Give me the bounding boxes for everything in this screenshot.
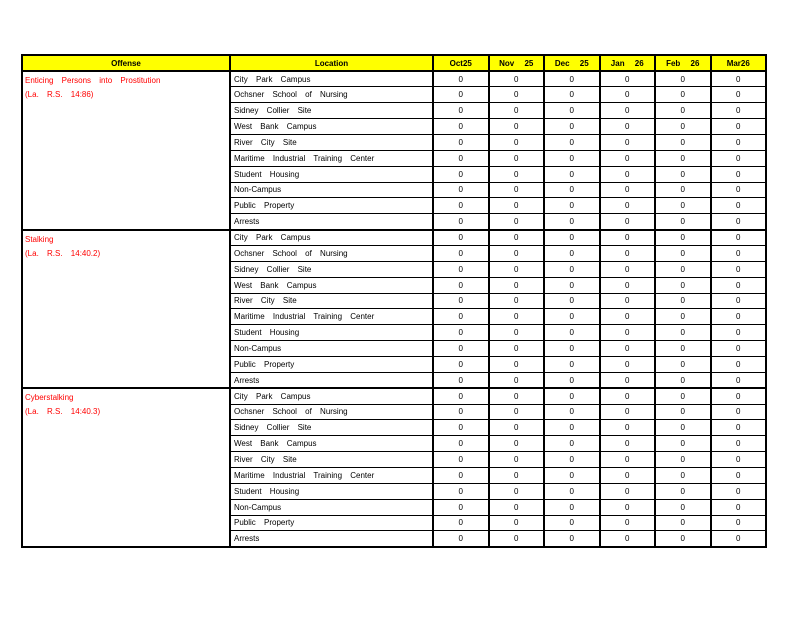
value-cell: 0	[711, 261, 767, 277]
value-cell: 0	[655, 134, 711, 150]
value-cell: 0	[711, 293, 767, 309]
value-cell: 0	[433, 119, 489, 135]
value-cell: 0	[655, 71, 711, 87]
value-cell: 0	[544, 166, 600, 182]
location-cell: Sidney Collier Site	[230, 261, 433, 277]
value-cell: 0	[711, 531, 767, 547]
value-cell: 0	[489, 531, 545, 547]
value-cell: 0	[433, 452, 489, 468]
value-cell: 0	[600, 531, 656, 547]
value-cell: 0	[600, 293, 656, 309]
value-cell: 0	[489, 261, 545, 277]
value-cell: 0	[711, 71, 767, 87]
value-cell: 0	[544, 325, 600, 341]
offense-name: Cyberstalking	[25, 393, 74, 403]
value-cell: 0	[433, 420, 489, 436]
offense-column-header: Offense	[22, 55, 230, 71]
value-cell: 0	[711, 166, 767, 182]
location-cell: Ochsner School of Nursing	[230, 404, 433, 420]
header-row	[22, 55, 766, 71]
value-cell: 0	[711, 103, 767, 119]
month-column-header-nov: Nov 25	[489, 55, 545, 71]
table-row	[22, 71, 766, 87]
location-cell: Student Housing	[230, 325, 433, 341]
value-cell: 0	[544, 182, 600, 198]
value-cell: 0	[600, 499, 656, 515]
value-cell: 0	[655, 467, 711, 483]
value-cell: 0	[655, 325, 711, 341]
value-cell: 0	[655, 198, 711, 214]
value-cell: 0	[433, 483, 489, 499]
value-cell: 0	[600, 404, 656, 420]
value-cell: 0	[711, 230, 767, 246]
value-cell: 0	[489, 245, 545, 261]
location-cell: Ochsner School of Nursing	[230, 245, 433, 261]
value-cell: 0	[433, 372, 489, 388]
location-cell: Maritime Industrial Training Center	[230, 150, 433, 166]
offense-cell	[22, 71, 230, 230]
value-cell: 0	[433, 293, 489, 309]
value-cell: 0	[433, 230, 489, 246]
location-cell: Non-Campus	[230, 499, 433, 515]
value-cell: 0	[544, 499, 600, 515]
value-cell: 0	[655, 293, 711, 309]
offense-statute: (La. R.S. 14:40.2)	[25, 248, 101, 258]
value-cell: 0	[711, 134, 767, 150]
value-cell: 0	[655, 261, 711, 277]
value-cell: 0	[433, 71, 489, 87]
value-cell: 0	[711, 404, 767, 420]
value-cell: 0	[433, 198, 489, 214]
value-cell: 0	[489, 467, 545, 483]
value-cell: 0	[655, 182, 711, 198]
value-cell: 0	[711, 356, 767, 372]
location-cell: City Park Campus	[230, 71, 433, 87]
value-cell: 0	[489, 483, 545, 499]
value-cell: 0	[600, 483, 656, 499]
value-cell: 0	[544, 515, 600, 531]
value-cell: 0	[600, 71, 656, 87]
location-cell: City Park Campus	[230, 230, 433, 246]
location-column-header: Location	[230, 55, 433, 71]
value-cell: 0	[711, 515, 767, 531]
value-cell: 0	[655, 372, 711, 388]
value-cell: 0	[600, 230, 656, 246]
value-cell: 0	[489, 198, 545, 214]
value-cell: 0	[433, 436, 489, 452]
location-cell: Public Property	[230, 198, 433, 214]
value-cell: 0	[433, 245, 489, 261]
value-cell: 0	[711, 214, 767, 230]
value-cell: 0	[544, 356, 600, 372]
value-cell: 0	[600, 388, 656, 404]
table-header	[22, 55, 766, 71]
value-cell: 0	[711, 87, 767, 103]
value-cell: 0	[489, 293, 545, 309]
value-cell: 0	[655, 309, 711, 325]
value-cell: 0	[711, 372, 767, 388]
value-cell: 0	[600, 166, 656, 182]
value-cell: 0	[544, 531, 600, 547]
value-cell: 0	[711, 388, 767, 404]
month-column-header-mar: Mar26	[711, 55, 767, 71]
value-cell: 0	[433, 87, 489, 103]
value-cell: 0	[600, 309, 656, 325]
value-cell: 0	[489, 356, 545, 372]
table-row	[22, 388, 766, 404]
value-cell: 0	[600, 198, 656, 214]
value-cell: 0	[433, 404, 489, 420]
value-cell: 0	[544, 309, 600, 325]
value-cell: 0	[600, 182, 656, 198]
value-cell: 0	[433, 261, 489, 277]
offense-cell	[22, 388, 230, 547]
value-cell: 0	[711, 150, 767, 166]
month-column-header-jan: Jan 26	[600, 55, 656, 71]
value-cell: 0	[655, 341, 711, 357]
location-cell: Public Property	[230, 515, 433, 531]
value-cell: 0	[655, 214, 711, 230]
value-cell: 0	[655, 230, 711, 246]
value-cell: 0	[544, 420, 600, 436]
value-cell: 0	[489, 452, 545, 468]
value-cell: 0	[544, 134, 600, 150]
location-cell: Student Housing	[230, 166, 433, 182]
location-cell: River City Site	[230, 134, 433, 150]
value-cell: 0	[433, 103, 489, 119]
value-cell: 0	[433, 277, 489, 293]
value-cell: 0	[600, 436, 656, 452]
location-cell: Arrests	[230, 214, 433, 230]
value-cell: 0	[544, 119, 600, 135]
value-cell: 0	[711, 436, 767, 452]
value-cell: 0	[544, 452, 600, 468]
location-cell: Ochsner School of Nursing	[230, 87, 433, 103]
value-cell: 0	[544, 103, 600, 119]
value-cell: 0	[489, 71, 545, 87]
value-cell: 0	[489, 277, 545, 293]
location-cell: Maritime Industrial Training Center	[230, 309, 433, 325]
value-cell: 0	[433, 388, 489, 404]
value-cell: 0	[489, 341, 545, 357]
value-cell: 0	[711, 119, 767, 135]
value-cell: 0	[655, 404, 711, 420]
value-cell: 0	[489, 182, 545, 198]
value-cell: 0	[711, 499, 767, 515]
crime-stats-table	[21, 54, 767, 548]
value-cell: 0	[711, 325, 767, 341]
value-cell: 0	[544, 436, 600, 452]
value-cell: 0	[711, 452, 767, 468]
value-cell: 0	[655, 499, 711, 515]
value-cell: 0	[655, 119, 711, 135]
value-cell: 0	[655, 356, 711, 372]
value-cell: 0	[433, 309, 489, 325]
value-cell: 0	[433, 341, 489, 357]
offense-name: Stalking	[25, 234, 54, 244]
value-cell: 0	[600, 214, 656, 230]
value-cell: 0	[489, 388, 545, 404]
value-cell: 0	[655, 452, 711, 468]
value-cell: 0	[433, 325, 489, 341]
value-cell: 0	[544, 214, 600, 230]
value-cell: 0	[600, 515, 656, 531]
value-cell: 0	[600, 261, 656, 277]
month-column-header-feb: Feb 26	[655, 55, 711, 71]
location-cell: River City Site	[230, 293, 433, 309]
value-cell: 0	[711, 245, 767, 261]
location-cell: West Bank Campus	[230, 436, 433, 452]
value-cell: 0	[600, 420, 656, 436]
location-cell: Sidney Collier Site	[230, 103, 433, 119]
value-cell: 0	[655, 150, 711, 166]
value-cell: 0	[655, 87, 711, 103]
offense-statute: (La. R.S. 14:40.3)	[25, 407, 101, 417]
value-cell: 0	[544, 150, 600, 166]
value-cell: 0	[489, 420, 545, 436]
value-cell: 0	[655, 420, 711, 436]
value-cell: 0	[655, 277, 711, 293]
value-cell: 0	[711, 277, 767, 293]
value-cell: 0	[544, 230, 600, 246]
value-cell: 0	[711, 309, 767, 325]
offense-cell	[22, 230, 230, 389]
value-cell: 0	[489, 150, 545, 166]
offense-statute: (La. R.S. 14:86)	[25, 90, 94, 99]
value-cell: 0	[489, 87, 545, 103]
value-cell: 0	[544, 87, 600, 103]
location-cell: Arrests	[230, 531, 433, 547]
value-cell: 0	[544, 404, 600, 420]
value-cell: 0	[489, 325, 545, 341]
location-cell: Student Housing	[230, 483, 433, 499]
value-cell: 0	[600, 134, 656, 150]
value-cell: 0	[600, 325, 656, 341]
value-cell: 0	[489, 119, 545, 135]
location-cell: West Bank Campus	[230, 119, 433, 135]
value-cell: 0	[600, 372, 656, 388]
value-cell: 0	[433, 531, 489, 547]
value-cell: 0	[655, 436, 711, 452]
table-body	[22, 71, 766, 547]
value-cell: 0	[489, 515, 545, 531]
location-cell: Maritime Industrial Training Center	[230, 467, 433, 483]
value-cell: 0	[544, 277, 600, 293]
location-cell: Non-Campus	[230, 341, 433, 357]
value-cell: 0	[655, 388, 711, 404]
value-cell: 0	[600, 341, 656, 357]
value-cell: 0	[489, 103, 545, 119]
value-cell: 0	[600, 356, 656, 372]
value-cell: 0	[600, 245, 656, 261]
month-column-header-dec: Dec 25	[544, 55, 600, 71]
value-cell: 0	[489, 404, 545, 420]
value-cell: 0	[600, 119, 656, 135]
value-cell: 0	[711, 467, 767, 483]
value-cell: 0	[433, 150, 489, 166]
value-cell: 0	[433, 356, 489, 372]
location-cell: West Bank Campus	[230, 277, 433, 293]
value-cell: 0	[544, 245, 600, 261]
value-cell: 0	[600, 277, 656, 293]
value-cell: 0	[600, 103, 656, 119]
value-cell: 0	[489, 372, 545, 388]
location-cell: Public Property	[230, 356, 433, 372]
value-cell: 0	[489, 134, 545, 150]
value-cell: 0	[489, 499, 545, 515]
location-cell: Arrests	[230, 372, 433, 388]
value-cell: 0	[433, 166, 489, 182]
value-cell: 0	[544, 483, 600, 499]
table-row	[22, 230, 766, 246]
value-cell: 0	[433, 467, 489, 483]
value-cell: 0	[600, 87, 656, 103]
location-cell: Non-Campus	[230, 182, 433, 198]
location-cell: Sidney Collier Site	[230, 420, 433, 436]
value-cell: 0	[489, 166, 545, 182]
value-cell: 0	[433, 515, 489, 531]
value-cell: 0	[433, 499, 489, 515]
value-cell: 0	[489, 230, 545, 246]
value-cell: 0	[655, 515, 711, 531]
month-column-header-oct: Oct25	[433, 55, 489, 71]
value-cell: 0	[544, 372, 600, 388]
value-cell: 0	[489, 309, 545, 325]
value-cell: 0	[655, 483, 711, 499]
value-cell: 0	[433, 214, 489, 230]
value-cell: 0	[655, 166, 711, 182]
value-cell: 0	[711, 420, 767, 436]
value-cell: 0	[711, 483, 767, 499]
value-cell: 0	[433, 182, 489, 198]
value-cell: 0	[600, 150, 656, 166]
value-cell: 0	[544, 341, 600, 357]
value-cell: 0	[544, 388, 600, 404]
value-cell: 0	[544, 198, 600, 214]
value-cell: 0	[600, 467, 656, 483]
location-cell: River City Site	[230, 452, 433, 468]
value-cell: 0	[711, 198, 767, 214]
offense-name: Enticing Persons into Prostitution	[25, 76, 161, 85]
value-cell: 0	[433, 134, 489, 150]
value-cell: 0	[655, 103, 711, 119]
value-cell: 0	[544, 261, 600, 277]
value-cell: 0	[544, 71, 600, 87]
value-cell: 0	[711, 341, 767, 357]
value-cell: 0	[544, 293, 600, 309]
value-cell: 0	[489, 436, 545, 452]
value-cell: 0	[711, 182, 767, 198]
value-cell: 0	[655, 245, 711, 261]
value-cell: 0	[655, 531, 711, 547]
value-cell: 0	[489, 214, 545, 230]
value-cell: 0	[544, 467, 600, 483]
value-cell: 0	[600, 452, 656, 468]
location-cell: City Park Campus	[230, 388, 433, 404]
